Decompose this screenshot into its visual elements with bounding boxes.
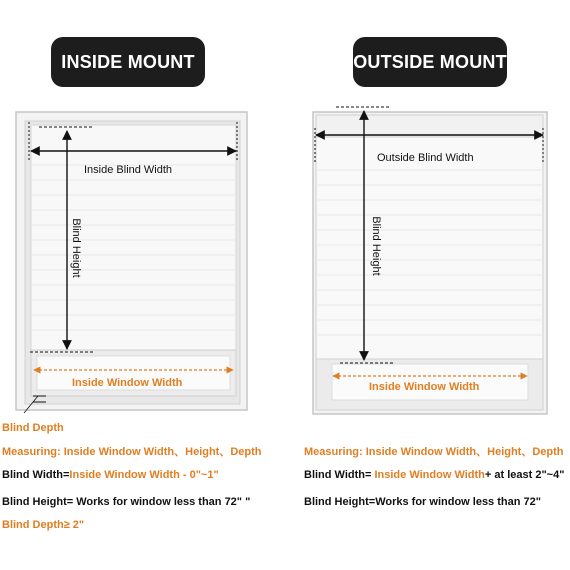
outside-blind-width-prefix: Blind Width= bbox=[304, 469, 375, 481]
inside-blind-width-text bbox=[2, 469, 219, 481]
outside-blind-height-text: Blind Height=Works for window less than 72" bbox=[304, 496, 541, 508]
outside-window-width-label: Inside Window Width bbox=[369, 381, 480, 393]
outside-blind-width-suffix: + at least 2"~4" bbox=[484, 469, 565, 481]
outside-blind-width-text bbox=[304, 469, 564, 481]
inside-measuring-text: Measuring: Inside Window Width、Height、Depth bbox=[2, 446, 262, 458]
outside-mount-title: OUTSIDE MOUNT bbox=[353, 37, 507, 87]
outside-measuring-text: Measuring: Inside Window Width、Height、Depth bbox=[304, 446, 564, 458]
outside-blind-width-label: Outside Blind Width bbox=[377, 152, 474, 164]
blind-depth-label: Blind Depth bbox=[2, 422, 64, 434]
inside-blind-depth-text: Blind Depth≥ 2" bbox=[2, 519, 85, 531]
outside-blind-width-value: Inside Window Width bbox=[374, 469, 485, 481]
inside-blind-height-text: Blind Height= Works for window less than 72" " bbox=[2, 496, 251, 508]
inside-blind-height-label: Blind Height bbox=[70, 218, 83, 278]
inside-blind-width-label: Inside Blind Width bbox=[84, 164, 173, 176]
inside-mount-window bbox=[16, 112, 247, 410]
outside-blind-height-label: Blind Height bbox=[370, 216, 383, 276]
inside-blind-width-value: Inside Window Width - 0"~1" bbox=[69, 469, 219, 481]
inside-blind-width-prefix: Blind Width= bbox=[2, 469, 70, 481]
inside-window-width-label: Inside Window Width bbox=[72, 377, 183, 389]
inside-mount-title: INSIDE MOUNT bbox=[51, 37, 205, 87]
